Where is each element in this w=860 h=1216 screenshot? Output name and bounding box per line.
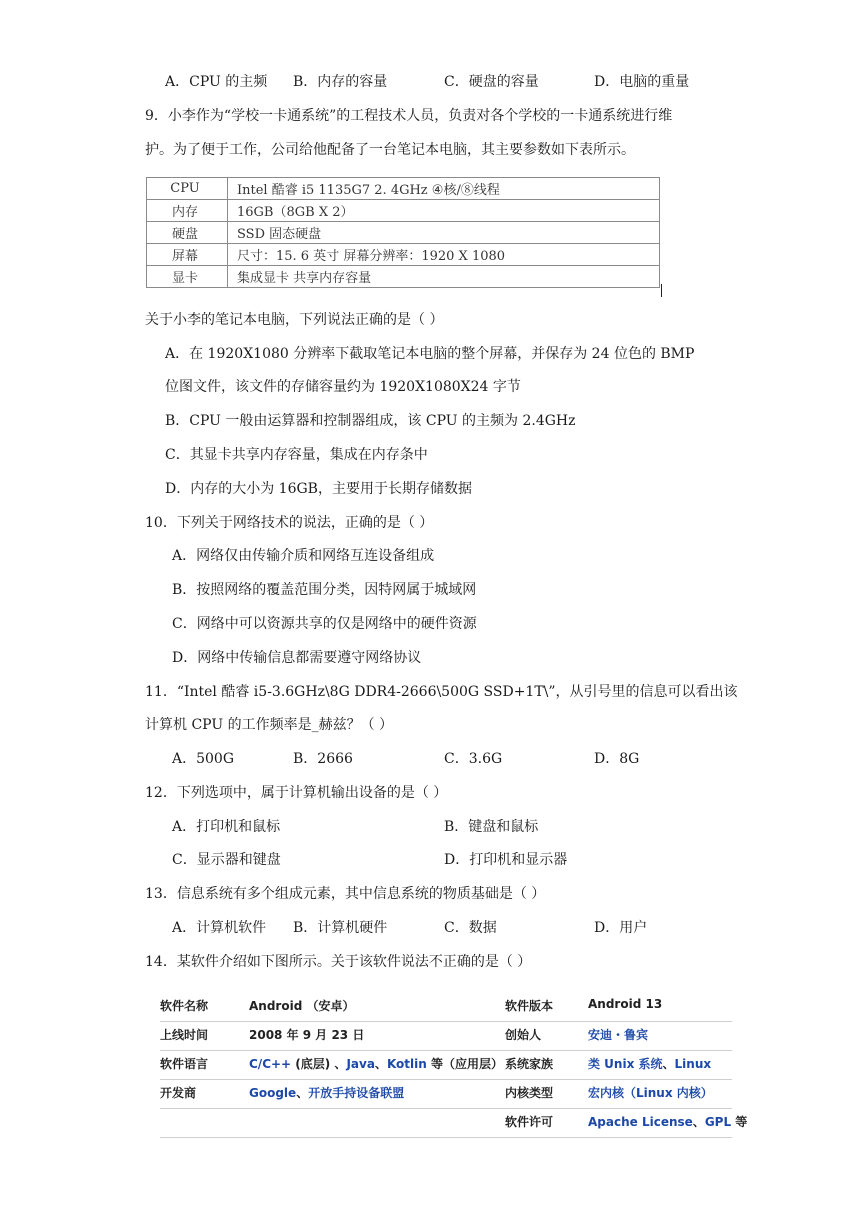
unix-link[interactable]: 类 Unix 系统 — [588, 1057, 663, 1071]
q11-stem-line1: 11．“Intel 酷睿 i5-3.6GHz\8G DDR4-2666\500G SSD+1T\”，从引号里的信息可以看出该 — [145, 684, 738, 700]
info-text: (底层) 、 — [291, 1057, 347, 1071]
q9-question: 关于小李的笔记本电脑，下列说法正确的是（ ） — [145, 312, 444, 328]
info-value — [588, 1055, 711, 1072]
info-label: 软件版本 — [505, 999, 554, 1013]
apache-link[interactable]: Apache License — [588, 1115, 693, 1129]
spec-key: 显卡 — [147, 266, 228, 288]
spec-value: 16GB（8GB X 2） — [228, 200, 660, 222]
info-text: 等 — [731, 1115, 748, 1129]
q13-option-a: A．计算机软件 — [172, 920, 267, 936]
kernel-link[interactable]: 宏内核（Linux 内核） — [588, 1086, 713, 1100]
info-label: 上线时间 — [160, 1028, 209, 1042]
q9-option-c: C．其显卡共享内存容量，集成在内存条中 — [165, 447, 428, 463]
gpl-link[interactable]: GPL — [704, 1115, 732, 1129]
kotlin-link[interactable]: Kotlin — [386, 1057, 427, 1071]
q9-option-a-line2: 位图文件，该文件的存储容量约为 1920X1080X24 字节 — [165, 379, 521, 395]
info-label: 开发商 — [160, 1086, 197, 1100]
info-label: 软件名称 — [160, 999, 209, 1013]
q11-option-d: D．8G — [594, 751, 640, 767]
q11-option-c: C．3.6G — [444, 751, 503, 767]
info-value — [249, 1084, 404, 1101]
q13-option-c: C．数据 — [444, 920, 497, 936]
text-cursor — [661, 284, 662, 297]
q11-stem-line2: 计算机 CPU 的工作频率是_赫兹？（ ） — [145, 717, 394, 733]
info-label: 创始人 — [505, 1028, 542, 1042]
q9-option-d: D．内存的大小为 16GB，主要用于长期存储数据 — [165, 481, 472, 497]
oha-link[interactable]: 开放手持设备联盟 — [308, 1086, 405, 1100]
info-value — [588, 1113, 747, 1130]
info-text: 、 — [662, 1057, 675, 1071]
q8-option-d: D．电脑的重量 — [594, 74, 690, 90]
info-label: 软件许可 — [505, 1115, 554, 1129]
q9-stem-line2: 护。为了便于工作，公司给他配备了一台笔记本电脑，其主要参数如下表所示。 — [145, 142, 635, 158]
q9-option-b: B．CPU 一般由运算器和控制器组成，该 CPU 的主频为 2.4GHz — [165, 413, 576, 429]
q12-option-c: C．显示器和键盘 — [172, 852, 281, 868]
q10-option-a: A．网络仅由传输介质和网络互连设备组成 — [172, 548, 435, 564]
q11-option-b: B．2666 — [293, 751, 353, 767]
spec-value: Intel 酷睿 i5 1135G7 2. 4GHz ④核/⑧线程 — [228, 178, 660, 200]
q12-option-d: D．打印机和显示器 — [444, 852, 568, 868]
info-value: Android （安卓） — [249, 999, 355, 1013]
info-row — [160, 1050, 732, 1080]
q8-option-b: B．内存的容量 — [293, 74, 388, 90]
q9-stem-line1: 9．小李作为“学校一卡通系统”的工程技术人员，负责对各个学校的一卡通系统进行维 — [145, 108, 673, 124]
table-row — [147, 244, 660, 266]
q12-option-a: A．打印机和鼠标 — [172, 819, 281, 835]
table-row — [147, 222, 660, 244]
laptop-spec-table — [146, 177, 660, 288]
founder-link[interactable]: 安迪・鲁宾 — [588, 1028, 649, 1042]
q9-option-a-line1: A．在 1920X1080 分辨率下截取笔记本电脑的整个屏幕，并保存为 24 位色的 BMP — [165, 346, 695, 362]
info-text: 、 — [296, 1086, 309, 1100]
q10-option-b: B．按照网络的覆盖范围分类，因特网属于城域网 — [172, 582, 477, 598]
q8-option-c: C．硬盘的容量 — [444, 74, 539, 90]
info-label: 系统家族 — [505, 1057, 554, 1071]
info-text: 、 — [692, 1115, 705, 1129]
spec-value: 尺寸：15. 6 英寸 屏幕分辨率：1920 X 1080 — [228, 244, 660, 266]
q13-option-d: D．用户 — [594, 920, 648, 936]
table-row — [147, 200, 660, 222]
q14-stem: 14．某软件介绍如下图所示。关于该软件说法不正确的是（ ） — [145, 954, 532, 970]
q13-stem: 13．信息系统有多个组成元素，其中信息系统的物质基础是（ ） — [145, 886, 546, 902]
q8-option-a: A．CPU 的主频 — [165, 74, 268, 90]
info-row — [160, 1079, 732, 1109]
java-link[interactable]: Java — [346, 1057, 375, 1071]
info-row — [160, 1021, 732, 1051]
google-link[interactable]: Google — [249, 1086, 297, 1100]
spec-key: 屏幕 — [147, 244, 228, 266]
spec-key: 内存 — [147, 200, 228, 222]
linux-link[interactable]: Linux — [674, 1057, 712, 1071]
info-label: 软件语言 — [160, 1057, 209, 1071]
info-row — [160, 1108, 748, 1138]
info-value — [249, 1055, 503, 1072]
info-text: 等（应用层） — [426, 1057, 503, 1071]
info-row — [160, 992, 732, 1022]
info-text: 、 — [374, 1057, 387, 1071]
q11-option-a: A．500G — [172, 751, 235, 767]
spec-value: SSD 固态硬盘 — [228, 222, 660, 244]
q10-option-d: D．网络中传输信息都需要遵守网络协议 — [172, 650, 422, 666]
q12-option-b: B．键盘和鼠标 — [444, 819, 539, 835]
info-value: 2008 年 9 月 23 日 — [249, 1028, 365, 1042]
info-label: 内核类型 — [505, 1086, 554, 1100]
table-row — [147, 178, 660, 200]
info-value: Android 13 — [588, 997, 663, 1011]
q13-option-b: B．计算机硬件 — [293, 920, 388, 936]
spec-value: 集成显卡 共享内存容量 — [228, 266, 660, 288]
table-row — [147, 266, 660, 288]
q12-stem: 12．下列选项中，属于计算机输出设备的是（ ） — [145, 785, 448, 801]
spec-key: CPU — [147, 178, 228, 200]
cpp-link[interactable]: C/C++ — [249, 1057, 292, 1071]
q10-stem: 10．下列关于网络技术的说法，正确的是（ ） — [145, 515, 434, 531]
q10-option-c: C．网络中可以资源共享的仅是网络中的硬件资源 — [172, 616, 477, 632]
spec-key: 硬盘 — [147, 222, 228, 244]
